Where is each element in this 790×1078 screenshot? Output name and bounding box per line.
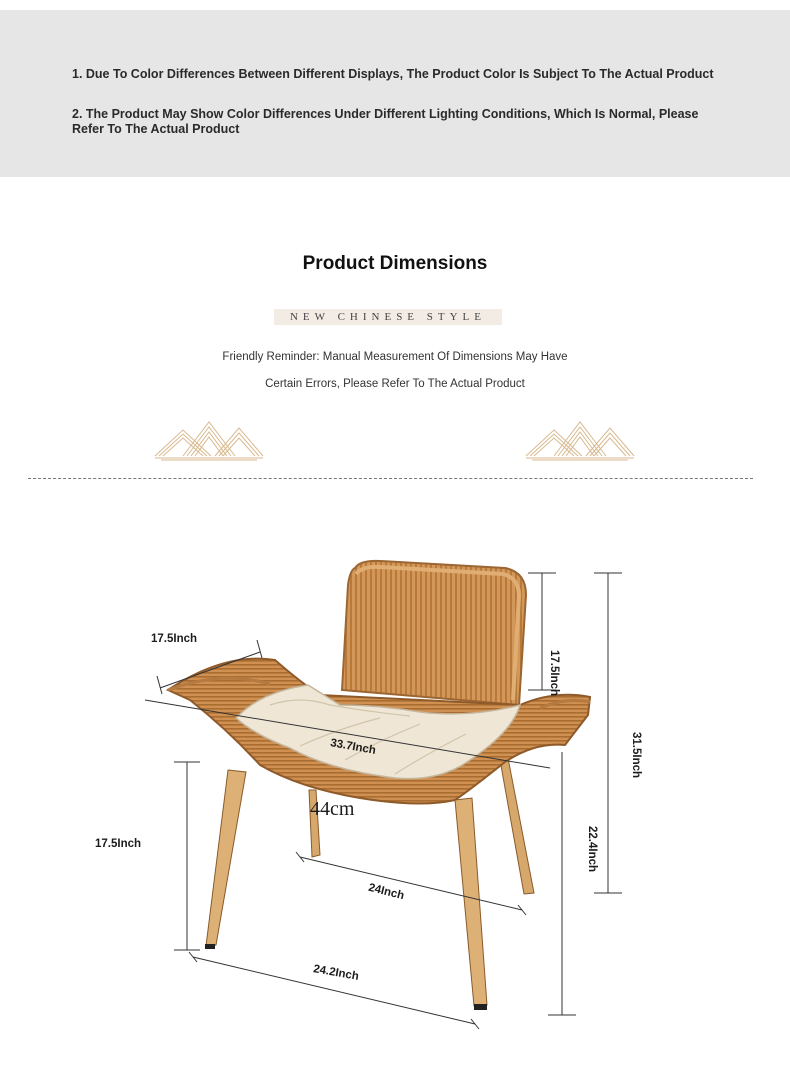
reminder-line-2: Certain Errors, Please Refer To The Actual Product xyxy=(265,378,525,390)
chair-illustration xyxy=(0,540,790,1070)
dim-seat-width: 33.7Inch xyxy=(329,737,377,757)
reminder-line-1: Friendly Reminder: Manual Measurement Of Dimensions May Have xyxy=(222,351,568,363)
dim-leg-height: 22.4Inch xyxy=(586,826,598,873)
chair-backrest xyxy=(342,561,526,705)
dim-seat-width-cm: 44cm xyxy=(310,798,355,820)
chair-dimension-figure xyxy=(0,540,790,1070)
section-subtitle: NEW CHINESE STYLE xyxy=(274,309,502,325)
notice-panel xyxy=(0,10,790,177)
notice-line-2: 2. The Product May Show Color Differences Under Different Lighting Conditions, Which Is Normal, Please Refer To The Actual Product xyxy=(72,107,699,136)
dim-back-height: 17.5Inch xyxy=(548,650,560,697)
dim-arm-width: 17.5Inch xyxy=(151,633,198,645)
chair-front-leg-right xyxy=(455,798,487,1010)
dashed-divider xyxy=(28,478,753,479)
dim-seat-depth: 24Inch xyxy=(367,881,406,903)
chair-back-leg-right xyxy=(500,758,534,894)
dim-seat-height: 17.5Inch xyxy=(95,838,142,850)
dim-total-height: 31.5Inch xyxy=(630,732,642,779)
chair-front-leg-left xyxy=(205,770,246,949)
dim-base-width: 24.2Inch xyxy=(312,963,360,983)
mountain-decoration-right xyxy=(524,416,636,462)
mountain-decoration-left xyxy=(153,416,265,462)
section-title: Product Dimensions xyxy=(302,253,488,274)
notice-line-1: 1. Due To Color Differences Between Different Displays, The Product Color Is Subject To The Actual Product xyxy=(72,67,714,81)
